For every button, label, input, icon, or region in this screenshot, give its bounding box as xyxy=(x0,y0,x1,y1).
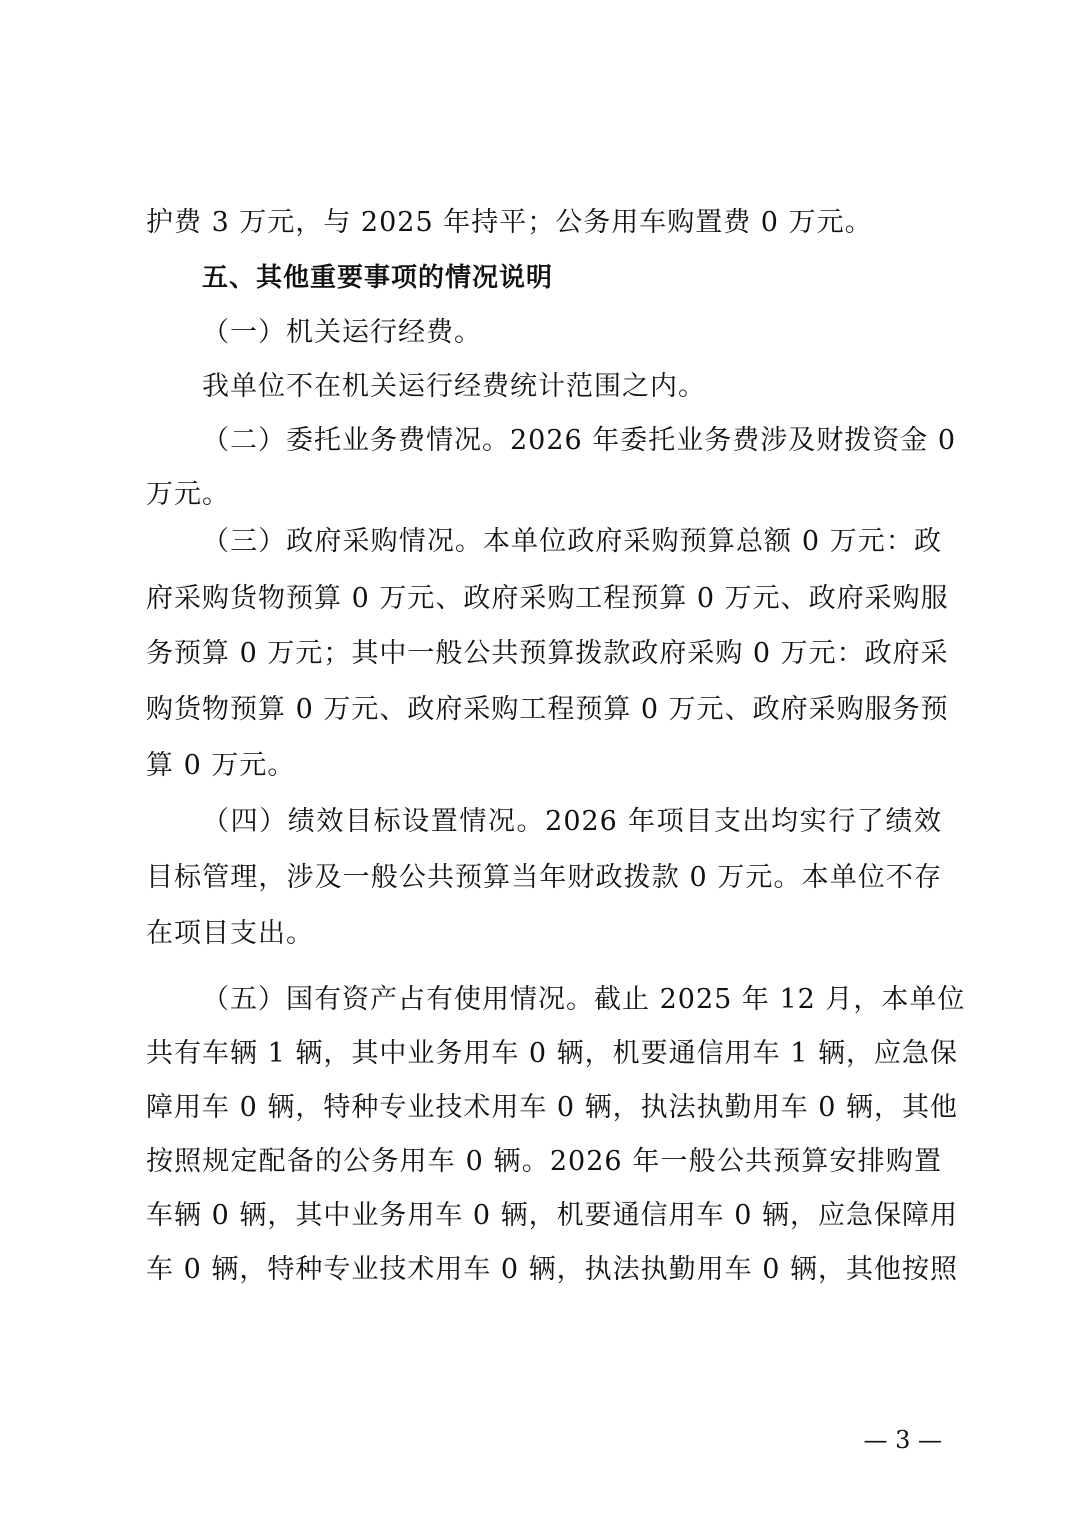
body-text-line: （二）委托业务费情况。2026 年委托业务费涉及财拨资金 0 xyxy=(202,425,957,456)
body-text-line: 算 0 万元。 xyxy=(146,750,296,781)
body-text-line: 车 0 辆，特种专业技术用车 0 辆，执法执勤用车 0 辆，其他按照 xyxy=(146,1254,959,1285)
body-text-line: 按照规定配备的公务用车 0 辆。2026 年一般公共预算安排购置 xyxy=(146,1146,942,1177)
body-text-line: 万元。 xyxy=(146,479,230,510)
subsection-heading: （一）机关运行经费。 xyxy=(202,317,482,348)
body-text-line: 护费 3 万元，与 2025 年持平；公务用车购置费 0 万元。 xyxy=(146,207,873,238)
body-text-line: 在项目支出。 xyxy=(146,918,314,949)
body-text-line: 府采购货物预算 0 万元、政府采购工程预算 0 万元、政府采购服 xyxy=(146,583,949,614)
body-text-line: 车辆 0 辆，其中业务用车 0 辆，机要通信用车 0 辆，应急保障用 xyxy=(146,1200,959,1231)
body-text-line: 务预算 0 万元；其中一般公共预算拨款政府采购 0 万元：政府采 xyxy=(146,638,949,669)
body-text-line: 障用车 0 辆，特种专业技术用车 0 辆，执法执勤用车 0 辆，其他 xyxy=(146,1092,959,1123)
body-text-line: 我单位不在机关运行经费统计范围之内。 xyxy=(202,371,706,402)
body-text-line: （三）政府采购情况。本单位政府采购预算总额 0 万元：政 xyxy=(202,526,942,557)
body-text-line: （五）国有资产占有使用情况。截止 2025 年 12 月，本单位 xyxy=(202,984,966,1015)
section-heading: 五、其他重要事项的情况说明 xyxy=(202,263,554,293)
body-text-line: 目标管理，涉及一般公共预算当年财政拨款 0 万元。本单位不存 xyxy=(146,862,942,893)
body-text-line: 共有车辆 1 辆，其中业务用车 0 辆，机要通信用车 1 辆，应急保 xyxy=(146,1038,959,1069)
body-text-line: （四）绩效目标设置情况。2026 年项目支出均实行了绩效 xyxy=(202,806,942,837)
page-number: — 3 — xyxy=(863,1426,942,1454)
body-text-line: 购货物预算 0 万元、政府采购工程预算 0 万元、政府采购服务预 xyxy=(146,694,949,725)
